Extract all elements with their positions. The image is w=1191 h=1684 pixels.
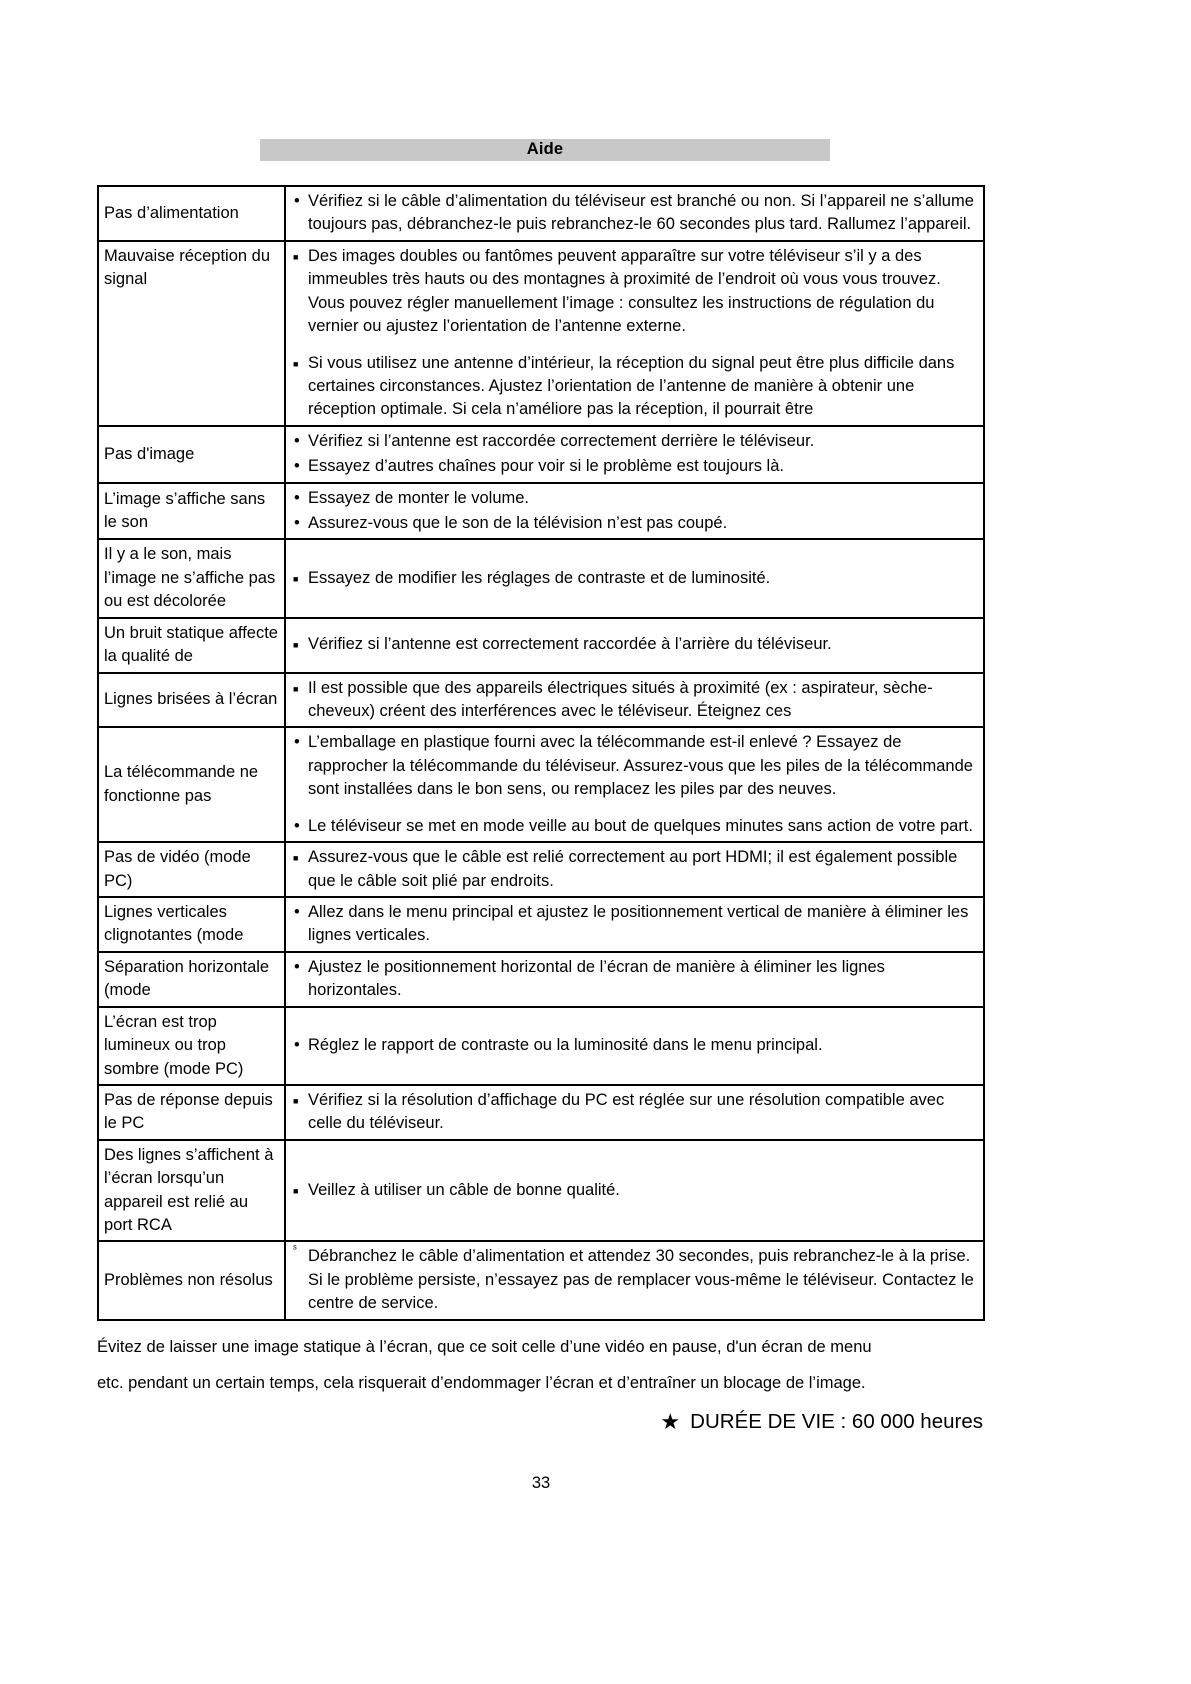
square-bullet-icon: ■ — [293, 358, 299, 369]
solution-item — [291, 731, 978, 801]
solution-text: Vérifiez si la résolution d’affichage du PC est réglée sur une résolution compatible avec celle du téléviseur. — [308, 1090, 945, 1133]
solutions-cell — [285, 897, 984, 952]
problem-cell: Lignes brisées à l’écran — [98, 673, 285, 728]
solutions-cell — [285, 483, 984, 540]
problem-cell: Mauvaise réception du signal — [98, 241, 285, 426]
problem-cell: L’écran est trop lumineux ou trop sombre (mode PC) — [98, 1007, 285, 1085]
solutions-cell — [285, 1085, 984, 1140]
problem-cell: Séparation horizontale (mode — [98, 952, 285, 1007]
solutions-cell — [285, 842, 984, 897]
solution-item — [291, 1089, 978, 1136]
square-bullet-icon: ■ — [293, 1185, 299, 1196]
lifetime-note — [97, 1408, 985, 1434]
bullet-icon: • — [294, 192, 300, 210]
solution-text: Des images doubles ou fantômes peuvent apparaître sur votre téléviseur s’il y a des immeubles très hauts ou des montagnes à proximité de l’endroit où vous vous trouvez. Vous pouvez régler manuellement l’image : consultez les instructions de régulation du vernier ou ajustez l’orientation de l’antenne externe. — [308, 246, 941, 336]
solution-text: Il est possible que des appareils électriques situés à proximité (ex : aspirateur, sèche-cheveux) créent des interférences avec le téléviseur. Éteignez ces — [308, 678, 933, 721]
bullet-icon: • — [294, 457, 300, 476]
solution-item — [291, 846, 978, 893]
solution-item — [291, 815, 978, 838]
bullet-icon: • — [294, 733, 300, 752]
page-title: Aide — [260, 139, 830, 161]
solution-item — [291, 455, 978, 478]
problem-cell: Pas de vidéo (mode PC) — [98, 842, 285, 897]
table-row — [98, 241, 984, 426]
table-row — [98, 727, 984, 842]
solution-text: Allez dans le menu principal et ajustez le positionnement vertical de manière à éliminer les lignes verticales. — [308, 902, 969, 945]
bullet-icon: • — [294, 957, 300, 976]
solutions-cell — [285, 426, 984, 483]
problem-cell: L’image s’affiche sans le son — [98, 483, 285, 540]
bullet-icon: • — [294, 816, 300, 835]
solution-text: Essayez de modifier les réglages de contraste et de luminosité. — [308, 568, 771, 587]
solution-text: Débranchez le câble d’alimentation et attendez 30 secondes, puis rebranchez-le à la prise. Si le problème persiste, n’essayez pas de remplacer vous-même le téléviseur. Contactez le centre de service. — [308, 1247, 974, 1313]
solution-text: Veillez à utiliser un câble de bonne qualité. — [308, 1180, 620, 1199]
solution-text: Réglez le rapport de contraste ou la luminosité dans le menu principal. — [308, 1036, 823, 1055]
solution-item — [291, 352, 978, 422]
solution-text: Essayez d’autres chaînes pour voir si le problème est toujours là. — [308, 457, 784, 476]
square-bullet-icon: ■ — [293, 1095, 299, 1106]
problem-cell: Un bruit statique affecte la qualité de — [98, 618, 285, 673]
solution-item — [291, 512, 978, 535]
bullet-icon: ˢ — [293, 1243, 297, 1256]
solutions-cell — [285, 1241, 984, 1319]
table-row — [98, 1007, 984, 1085]
page-number: 33 — [531, 1473, 551, 1492]
table-row — [98, 673, 984, 728]
solution-text: Le téléviseur se met en mode veille au bout de quelques minutes sans action de votre part. — [308, 816, 973, 835]
solution-item — [291, 190, 978, 237]
solution-item — [291, 677, 978, 724]
solutions-cell — [285, 952, 984, 1007]
solutions-cell — [285, 241, 984, 426]
solution-text: Ajustez le positionnement horizontal de l’écran de manière à éliminer les lignes horizontales. — [308, 957, 885, 1000]
solutions-cell — [285, 1140, 984, 1242]
lifetime-text: DURÉE DE VIE : 60 000 heures — [690, 1409, 983, 1433]
solutions-cell — [285, 727, 984, 842]
solutions-cell — [285, 618, 984, 673]
page-content — [97, 139, 985, 1493]
problem-cell: Lignes verticales clignotantes (mode — [98, 897, 285, 952]
table-row — [98, 1140, 984, 1242]
problem-cell: Pas d’alimentation — [98, 186, 285, 241]
square-bullet-icon: ■ — [293, 640, 299, 651]
solution-item — [291, 567, 978, 590]
bullet-icon: • — [294, 514, 300, 533]
solution-item — [291, 1179, 978, 1202]
footer-note-line: Évitez de laisser une image statique à l’écran, que ce soit celle d’une vidéo en pause, d'un écran de menu — [97, 1337, 872, 1356]
solution-text: Essayez de monter le volume. — [308, 488, 530, 507]
solutions-cell — [285, 539, 984, 617]
table-row — [98, 618, 984, 673]
solutions-cell — [285, 186, 984, 241]
table-row — [98, 426, 984, 483]
solutions-cell — [285, 1007, 984, 1085]
problem-cell: Pas d'image — [98, 426, 285, 483]
footer-note — [97, 1336, 985, 1396]
solution-item — [291, 633, 978, 656]
square-bullet-icon: ■ — [293, 251, 299, 262]
table-row — [98, 1085, 984, 1140]
solution-item — [291, 1245, 978, 1315]
table-row — [98, 952, 984, 1007]
table-row — [98, 186, 984, 241]
solution-text: Si vous utilisez une antenne d’intérieur, la réception du signal peut être plus difficile dans certaines circonstances. Ajustez l’orientation de l’antenne de manière à obtenir une réception optimale. Si cela n’améliore pas la réception, il pourrait être — [308, 353, 955, 419]
solution-text: Vérifiez si le câble d’alimentation du téléviseur est branché ou non. Si l’appareil ne s’allume toujours pas, débranchez-le puis rebranchez-le 60 secondes plus tard. Rallumez l’appareil. — [308, 192, 974, 234]
solution-text: L’emballage en plastique fourni avec la télécommande est-il enlevé ? Essayez de rapprocher la télécommande du téléviseur. Assurez-vous que les piles de la télécommande sont installées dans le bon sens, ou remplacez les piles par des neuves. — [308, 733, 973, 799]
problem-cell: La télécommande ne fonctionne pas — [98, 727, 285, 842]
problem-cell: Problèmes non résolus — [98, 1241, 285, 1319]
solution-text: Vérifiez si l’antenne est raccordée correctement derrière le téléviseur. — [308, 431, 815, 450]
square-bullet-icon: ■ — [293, 853, 299, 864]
bullet-icon: • — [294, 431, 300, 450]
table-row — [98, 539, 984, 617]
solution-item — [291, 901, 978, 948]
table-row — [98, 1241, 984, 1319]
table-row — [98, 483, 984, 540]
bullet-icon: • — [294, 902, 300, 921]
table-row — [98, 897, 984, 952]
table-row — [98, 842, 984, 897]
problem-cell: Il y a le son, mais l’image ne s’affiche pas ou est décolorée — [98, 539, 285, 617]
table-body — [98, 186, 984, 1320]
solution-item — [291, 430, 978, 453]
bullet-icon: • — [294, 1036, 300, 1055]
footer-note-line: etc. pendant un certain temps, cela risquerait d’endommager l’écran et d’entraîner un blocage de l’image. — [97, 1373, 866, 1392]
troubleshooting-table — [97, 185, 985, 1321]
problem-cell: Pas de réponse depuis le PC — [98, 1085, 285, 1140]
solution-item — [291, 245, 978, 339]
solution-item — [291, 487, 978, 510]
solution-text: Assurez-vous que le câble est relié correctement au port HDMI; il est également possible que le câble soit plié par endroits. — [308, 848, 958, 890]
solution-text: Vérifiez si l’antenne est correctement raccordée à l’arrière du téléviseur. — [308, 635, 832, 654]
square-bullet-icon: ■ — [293, 573, 299, 584]
solution-item — [291, 956, 978, 1003]
bullet-icon: • — [294, 488, 300, 507]
star-icon: ★ — [660, 1408, 681, 1434]
solution-text: Assurez-vous que le son de la télévision n’est pas coupé. — [308, 514, 728, 533]
solution-item — [291, 1034, 978, 1057]
solutions-cell — [285, 673, 984, 728]
square-bullet-icon: ■ — [293, 683, 299, 694]
problem-cell: Des lignes s’affichent à l’écran lorsqu’un appareil est relié au port RCA — [98, 1140, 285, 1242]
